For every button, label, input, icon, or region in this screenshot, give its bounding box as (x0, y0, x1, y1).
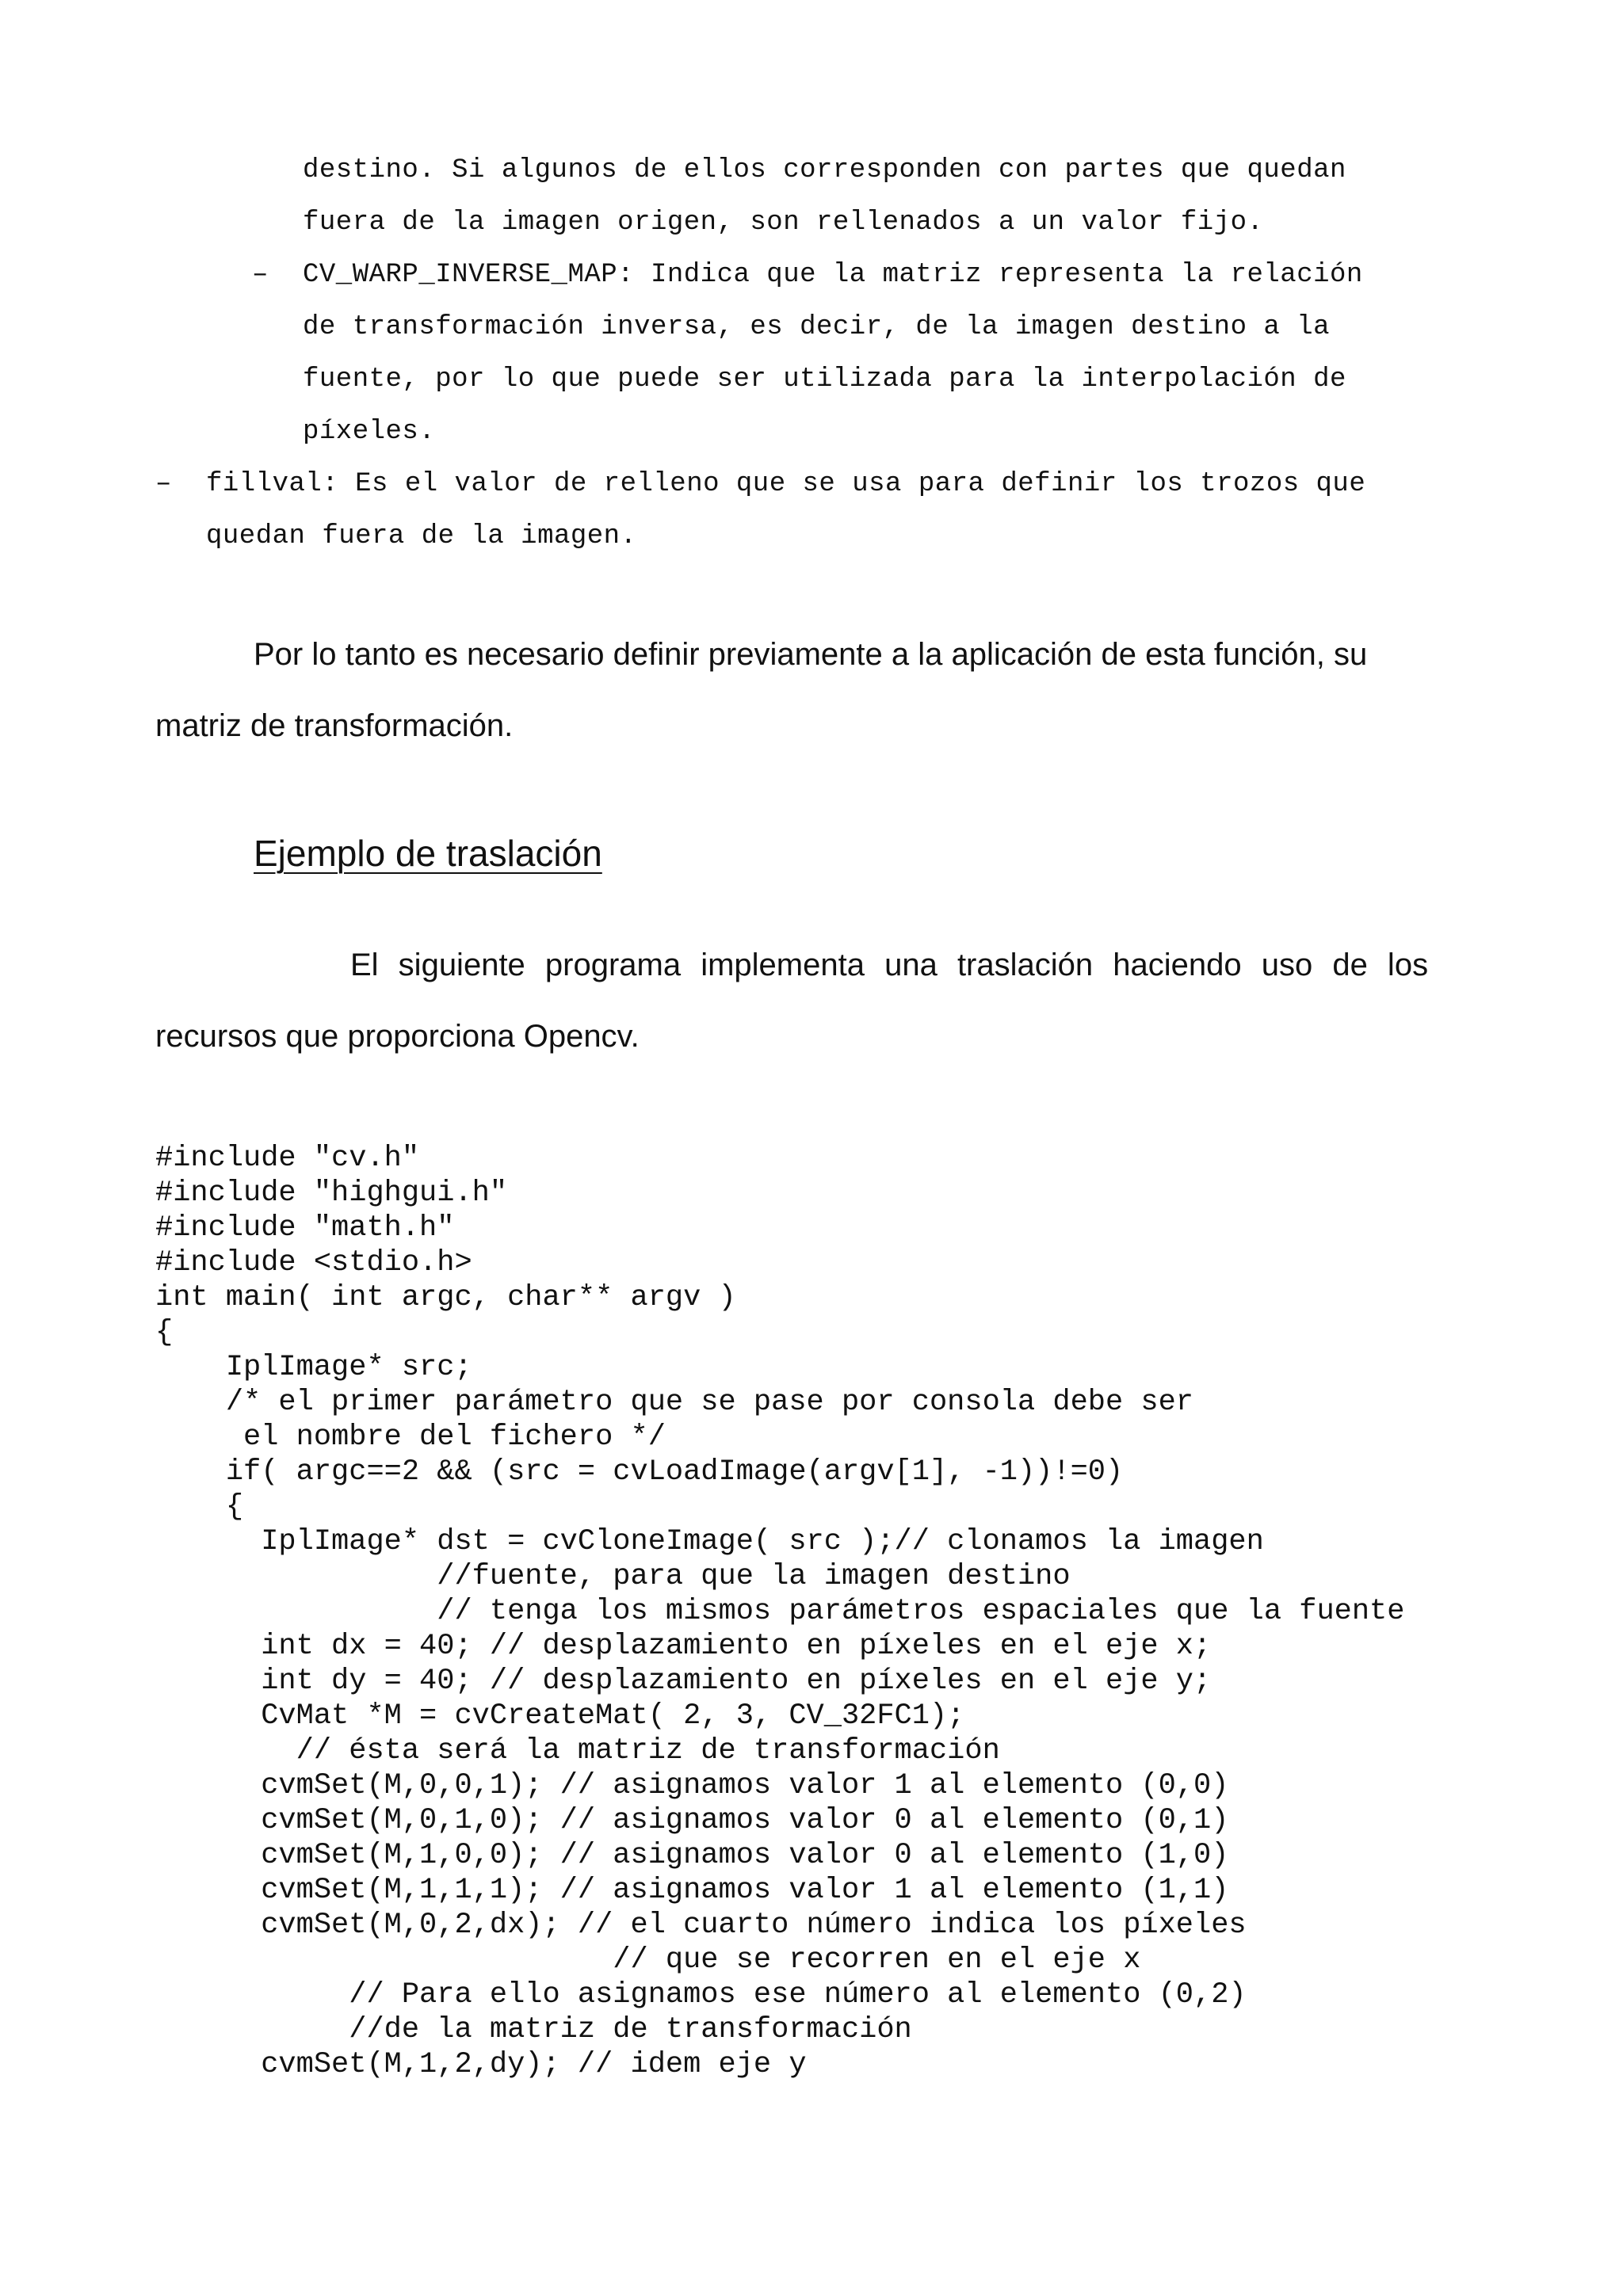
list-continuation-line: fuera de la imagen origen, son rellenados a un valor fijo. (303, 208, 1264, 238)
paragraph-line: matriz de transformación. (155, 708, 514, 743)
sub-item-line: de transformación inversa, es decir, de la imagen destino a la (303, 312, 1331, 342)
paragraph-line: recursos que proporciona Opencv. (155, 1019, 640, 1054)
paragraph-first-line: El siguiente programa implementa una traslación haciendo uso de los (350, 948, 1429, 982)
sub-item-line: CV_WARP_INVERSE_MAP: Indica que la matriz representa la relación (303, 260, 1363, 290)
list-item-line: quedan fuera de la imagen. (206, 521, 637, 551)
sub-item-line: fuente, por lo que puede ser utilizada para la interpolación de (303, 364, 1346, 395)
sub-item-line: píxeles. (303, 417, 436, 447)
list-item-line: fillval: Es el valor de relleno que se usa para definir los trozos que (206, 469, 1366, 499)
section-heading: Ejemplo de traslación (254, 833, 602, 874)
sub-item-bullet: – (252, 260, 269, 290)
list-continuation-line: destino. Si algunos de ellos corresponden con partes que quedan (303, 155, 1346, 185)
list-item-bullet: – (155, 469, 172, 499)
code-listing: #include "cv.h" #include "highgui.h" #include "math.h" #include <stdio.h> int main( int argc, char** argv ) { IplImage* src; /* el primer parámetro que se pase por consola debe ser el nombre del fichero */ if( argc==2 && (src = cvLoadImage(argv[1], -1))!=0) { IplImage* dst = cvCloneImage( src );// clonamos la imagen //fuente, para que la imagen destino // tenga los mismos parámetros espaciales que la fuente int dx = 40; // desplazamiento en píxeles en el eje x; int dy = 40; // desplazamiento en píxeles en el eje y; CvMat *M = cvCreateMat( 2, 3, CV_32FC1); // ésta será la matriz de transformación cvmSet(M,0,0,1); // asignamos valor 1 al elemento (0,0) cvmSet(M,0,1,0); // asignamos valor 0 al elemento (0,1) cvmSet(M,1,0,0); // asignamos valor 0 al elemento (1,0) cvmSet(M,1,1,1); // asignamos valor 1 al elemento (1,1) cvmSet(M,0,2,dx); // el cuarto número indica los píxeles // que se recorren en el eje x // Para ello asignamos ese número al elemento (0,2) //de la matriz de transformación cvmSet(M,1,2,dy); // idem eje y (155, 1142, 1405, 2081)
paragraph-first-line: Por lo tanto es necesario definir previamente a la aplicación de esta función, su (254, 637, 1368, 672)
